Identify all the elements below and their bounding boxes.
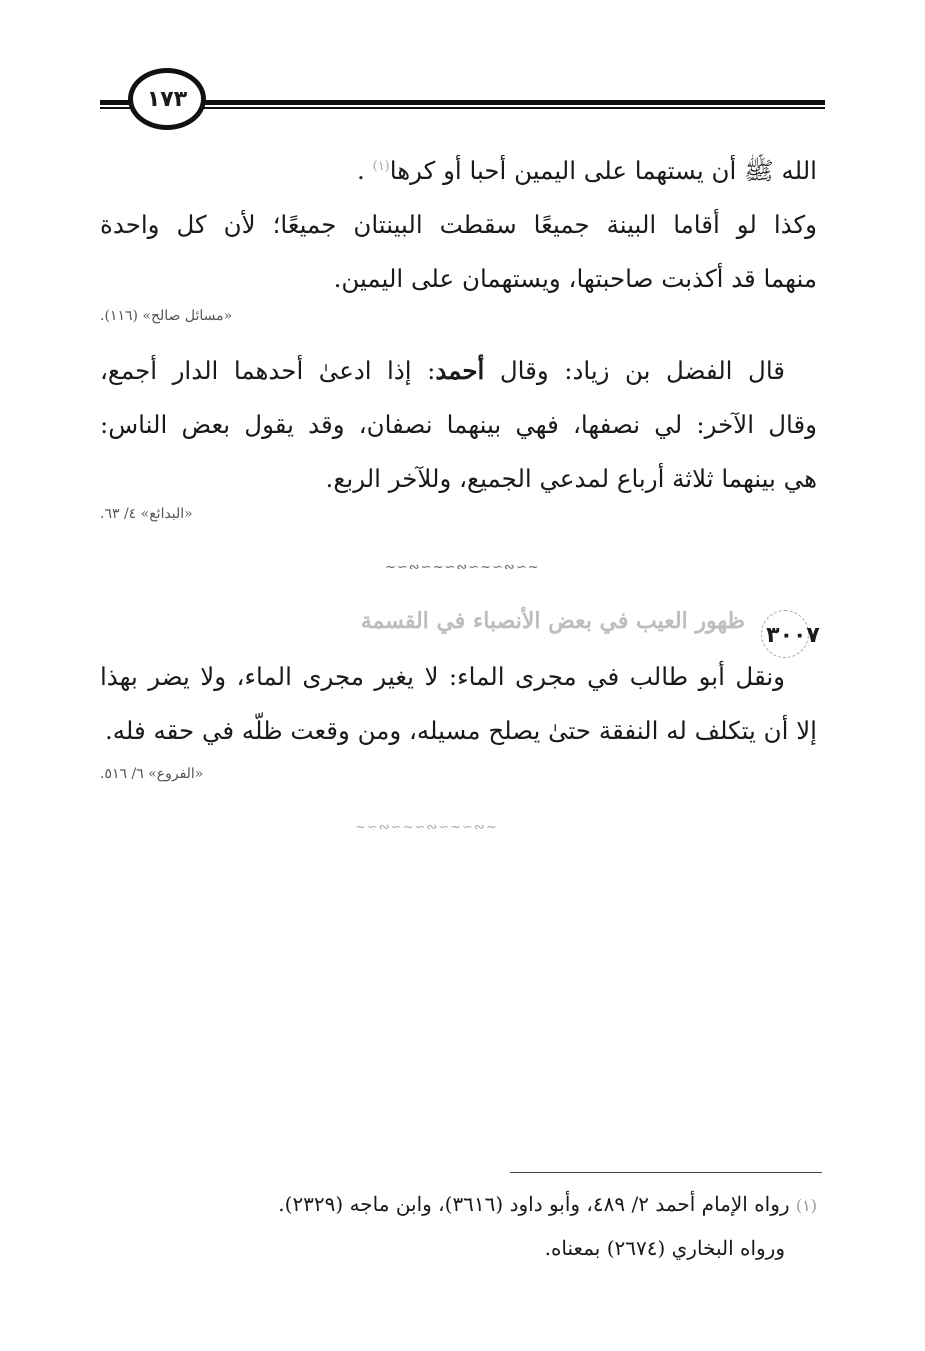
header-rule-thin [100,107,825,109]
header-rule-thick [100,100,825,105]
footnote-1 [278,1192,817,1216]
section-title: ظهور العيب في بعض الأنصباء في القسمة [360,608,745,634]
paragraph2-line1-b: : إذا ادعىٰ أحدهما الدار أجمع، [100,356,436,385]
paragraph1-line2: وكذا لو أقاما البينة جميعًا سقطت البينتان جميعًا؛ لأن كل واحدة [100,210,817,239]
source-citation-3: «الفروع» ٦/ ٥١٦. [100,766,204,782]
paragraph2-line1-a: قال الفضل بن زياد: وقال [484,356,785,385]
paragraph1-line1-text: الله ﷺ أن يستهما على اليمين أحبا أو كرها [389,156,817,185]
paragraph2-author-name: أحمد [435,356,485,385]
footnote-1-line2: ورواه البخاري (٢٦٧٤) بمعناه. [544,1236,785,1260]
footnote-rule [510,1172,822,1173]
ornament-divider-2: ~∽∾∽~∽∾∽~∽∾~ [355,820,498,835]
footnote-marker: (١) [795,1196,817,1215]
paragraph1-line1-end: . [357,156,365,185]
paragraph2-line2: وقال الآخر: لي نصفها، فهي بينهما نصفان، وقد يقول بعض الناس: [100,410,817,439]
section-number-badge [757,608,829,662]
section-number: ٣٠٠٧ [766,622,820,648]
paragraph1-line1 [357,156,817,192]
ornament-divider-1: ~∽∾∽~∽∾∽~∽∾∽~ [385,560,540,575]
header-rule [100,98,825,110]
paragraph3-line2: إلا أن يتكلف له النفقة حتىٰ يصلح مسيله، ومن وقعت ظلّه في حقه فله. [104,716,817,745]
page-number: ١٧٣ [146,86,188,112]
paragraph2-line3: هي بينهما ثلاثة أرباع لمدعي الجميع، وللآخر الربع. [325,464,817,493]
page-number-badge [128,68,206,130]
paragraph1-line3: منهما قد أكذبت صاحبتها، ويستهمان على اليمين. [333,264,817,293]
paragraph3-line1: ونقل أبو طالب في مجرى الماء: لا يغير مجرى الماء، ولا يضر بهذا [100,662,785,691]
source-citation-2: «البدائع» ٤/ ٦٣. [100,506,193,522]
footnote-ref: (١) [372,158,390,174]
source-citation-1: «مسائل صالح» (١١٦). [100,308,233,324]
footnote-1-text: رواه الإمام أحمد ٢/ ٤٨٩، وأبو داود (٣٦١٦)، وابن ماجه (٢٣٢٩). [278,1192,790,1216]
paragraph2-line1 [100,356,785,385]
